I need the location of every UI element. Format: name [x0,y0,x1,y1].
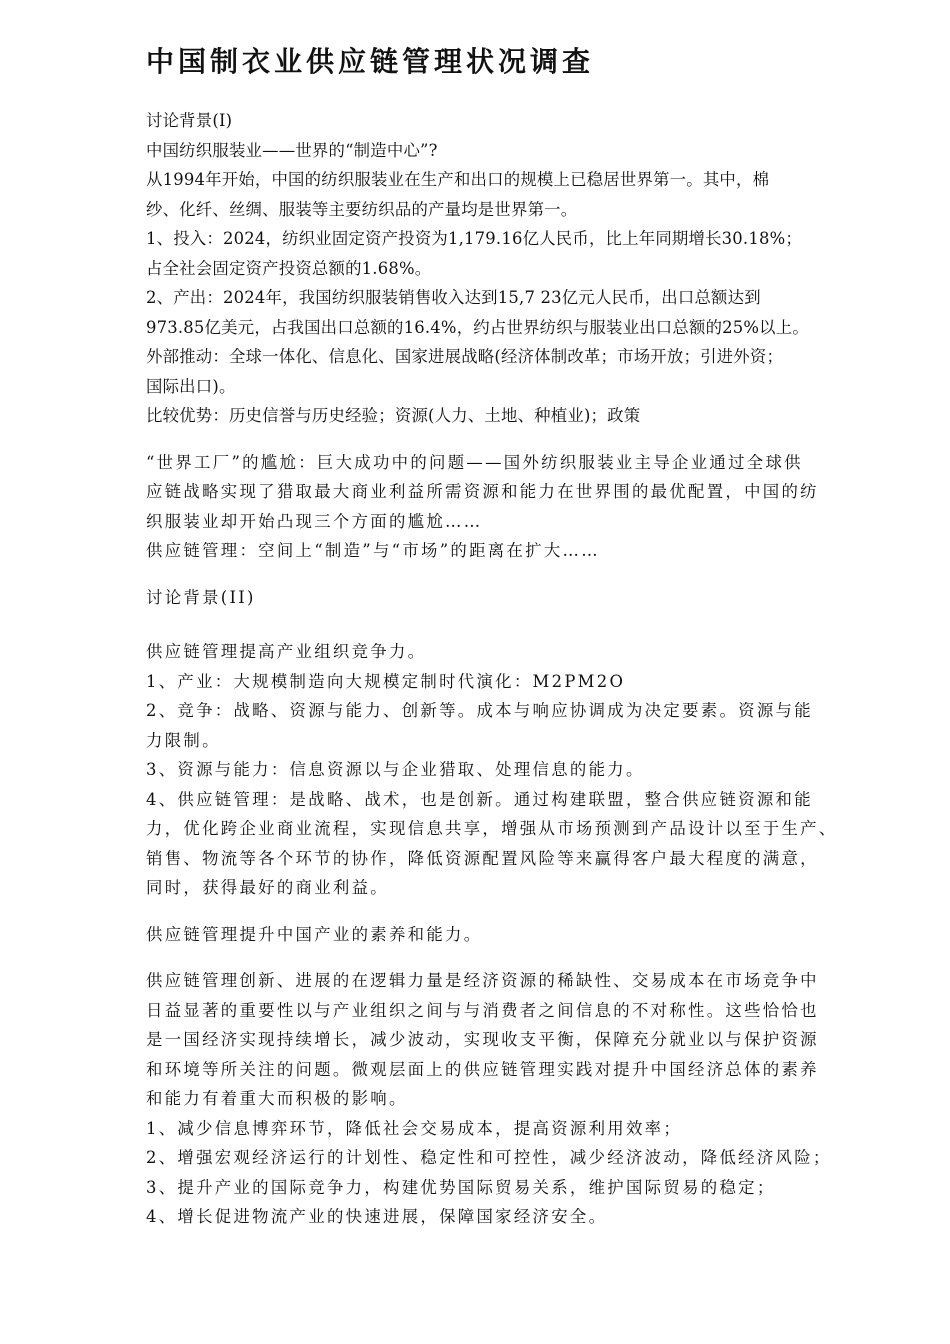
paragraph-line: 外部推动：全球一体化、信息化、国家进展战略(经济体制改革；市场开放；引进外资； [146,347,784,366]
section-background-2 [146,583,891,1232]
paragraph-line: 和能力有着重大而积极的影响。 [146,1089,408,1108]
spacer [146,431,891,448]
paragraph-line: 供应链管理创新、进展的在逻辑力量是经济资源的稀缺性、交易成本在市场竞争中 [146,971,819,990]
list-item: 1、产业：大规模制造向大规模定制时代演化：M2PM2O [146,671,626,691]
paragraph-line: 纱、化纤、丝绸、服装等主要纺织品的产量均是世界第一。 [146,199,578,219]
world-factory-paragraph [146,448,891,566]
paragraph-line: 织服装业却开始凸现三个方面的尴尬…… [146,511,483,531]
paragraph-line: 1、投入：2024，纺织业固定资产投资为1,179.16亿人民币，比上年同期增长30.18%； [146,229,802,248]
section-background-1 [146,106,891,431]
paragraph-line: 日益显著的重要性以与产业组织之间与与消费者之间信息的不对称性。这些恰恰也 [146,1000,819,1020]
paragraph-line: 比较优势：历史信誉与历史经验；资源(人力、土地、种植业)；政策 [146,406,641,425]
paragraph-line: 供应链管理提高产业组织竞争力。 [146,642,427,661]
paragraph-line: 和环境等所关注的问题。微观层面上的供应链管理实践对提升中国经济总体的素养 [146,1059,819,1079]
document-page [146,40,891,1232]
paragraph-line: 应链战略实现了猎取最大商业利益所需资源和能力在世界围的最优配置，中国的纺 [146,482,819,501]
section-heading: 讨论背景(I) [146,111,233,130]
paragraph-line: “世界工厂”的尴尬：巨大成功中的问题——国外纺织服装业主导企业通过全球供 [146,452,803,472]
spacer [146,566,891,583]
list-item: 力，优化跨企业商业流程，实现信息共享，增强从市场预测到产品设计以至于生产、 [146,819,838,838]
list-item: 4、增长促进物流产业的快速进展，保障国家经济安全。 [146,1207,608,1226]
list-item: 同时，获得最好的商业利益。 [146,878,389,897]
section-subheading: 中国纺织服装业——世界的“制造中心”? [146,140,438,160]
list-item: 力限制。 [146,730,221,750]
section-heading: 讨论背景(II) [146,587,256,607]
list-item: 2、竞争：战略、资源与能力、创新等。成本与响应协调成为决定要素。资源与能 [146,701,813,720]
paragraph-line: 供应链管理提升中国产业的素养和能力。 [146,924,483,944]
document-title: 中国制衣业供应链管理状况调查 [146,45,595,78]
paragraph-line: 973.85亿美元，占我国出口总额的16.4%，约占世界纺织与服装业出口总额的25%以上。 [146,317,809,337]
spacer [146,903,891,920]
spacer [146,612,891,637]
list-item: 4、供应链管理：是战略、战术，也是创新。通过构建联盟，整合供应链资源和能 [146,789,813,809]
paragraph-line: 国际出口)。 [146,376,236,396]
paragraph-line: 供应链管理：空间上“制造”与“市场”的距离在扩大…… [146,541,600,560]
list-item: 3、资源与能力：信息资源以与企业猎取、处理信息的能力。 [146,760,645,779]
list-item: 1、减少信息博弈环节，降低社会交易成本，提高资源利用效率； [146,1118,683,1138]
list-item: 3、提升产业的国际竞争力，构建优势国际贸易关系，维护国际贸易的稳定； [146,1177,776,1197]
paragraph-line: 2、产出：2024年，我国纺织服装销售收入达到15,7 23亿元人民币，出口总额达到 [146,288,761,307]
paragraph-line: 从1994年开始，中国的纺织服装业在生产和出口的规模上已稳居世界第一。其中，棉 [146,170,770,189]
list-item: 销售、物流等各个环节的协作，降低资源配置风险等来赢得客户最大程度的满意， [146,848,819,868]
spacer [146,949,891,966]
list-item: 2、增强宏观经济运行的计划性、稳定性和可控性，减少经济波动，降低经济风险； [146,1148,832,1167]
paragraph-line: 是一国经济实现持续增长，减少波动，实现收支平衡，保障充分就业以与保护资源 [146,1030,819,1049]
paragraph-line: 占全社会固定资产投资总额的1.68%。 [146,258,432,278]
